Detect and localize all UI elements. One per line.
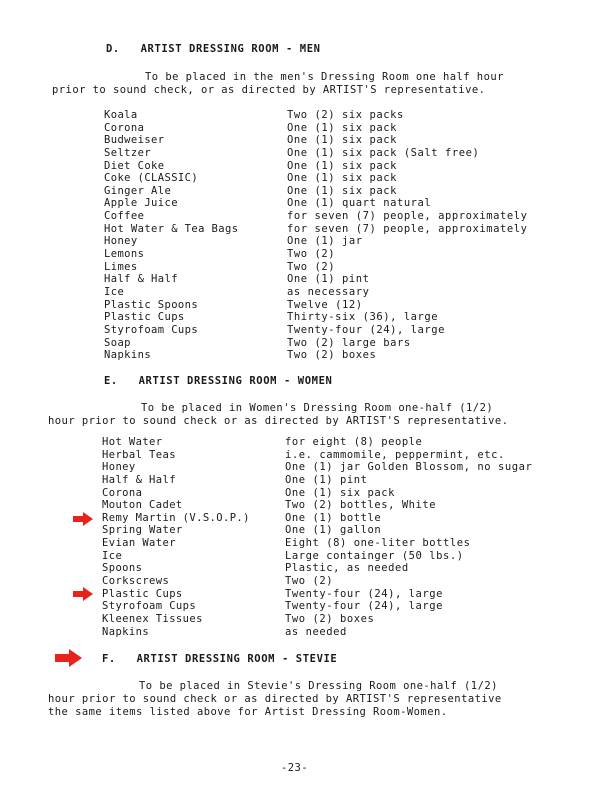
- red-arrow-icon: [73, 512, 93, 526]
- item-quantity: Twelve (12): [287, 298, 363, 311]
- item-quantity: One (1) jar: [287, 235, 363, 248]
- item-quantity: One (1) quart natural: [287, 197, 432, 210]
- item-quantity: Eight (8) one-liter bottles: [285, 537, 471, 550]
- item-quantity: One (1) six pack: [287, 134, 397, 147]
- item-name: Coke (CLASSIC): [104, 172, 199, 185]
- item-quantity: Thirty-six (36), large: [287, 311, 439, 324]
- item-quantity: One (1) jar Golden Blossom, no sugar: [285, 461, 533, 474]
- item-name: Spoons: [102, 562, 143, 575]
- item-name: Remy Martin (V.S.O.P.): [102, 511, 250, 524]
- item-name: Styrofoam Cups: [104, 323, 199, 336]
- item-quantity: Twenty-four (24), large: [287, 323, 446, 336]
- item-quantity: i.e. cammomile, peppermint, etc.: [285, 448, 505, 461]
- item-quantity: Two (2) six packs: [287, 109, 404, 121]
- red-arrow-icon: [55, 649, 82, 667]
- item-name: Honey: [102, 461, 136, 474]
- item-name: Evian Water: [102, 537, 176, 550]
- section-f-paragraph-line-3: the same items listed above for Artist Dressing Room-Women.: [48, 706, 448, 718]
- item-name: Hot Water & Tea Bags: [104, 222, 239, 235]
- item-quantity: One (1) pint: [287, 273, 370, 286]
- item-quantity: Large containger (50 lbs.): [285, 549, 464, 562]
- item-name: Herbal Teas: [102, 448, 176, 461]
- item-quantity: for eight (8) people: [285, 436, 423, 448]
- item-name: Seltzer: [104, 146, 152, 159]
- item-quantity: Two (2) boxes: [285, 612, 375, 625]
- item-name: Ice: [102, 549, 123, 562]
- item-name: Diet Coke: [104, 159, 165, 172]
- section-d-paragraph-line-1: To be placed in the men's Dressing Room one half hour: [145, 71, 504, 83]
- item-name: Honey: [104, 235, 138, 248]
- item-name: Half & Half: [104, 273, 178, 286]
- item-quantity: One (1) bottle: [285, 511, 382, 524]
- section-f-heading: F. ARTIST DRESSING ROOM - STEVIE: [102, 653, 338, 665]
- item-name: Napkins: [102, 625, 150, 638]
- item-quantity: for seven (7) people, approximately: [287, 210, 528, 223]
- item-name: Mouton Cadet: [102, 499, 183, 512]
- item-name: Ginger Ale: [104, 184, 172, 197]
- item-quantity: One (1) six pack (Salt free): [287, 146, 480, 159]
- item-quantity: as needed: [285, 625, 347, 638]
- item-name: Plastic Cups: [104, 311, 185, 324]
- section-f-paragraph-line-2: hour prior to sound check or as directed by ARTIST'S representative: [48, 693, 502, 705]
- item-name: Budweiser: [104, 134, 165, 147]
- item-name: Napkins: [104, 349, 152, 362]
- section-e-paragraph-line-2: hour prior to sound check or as directed by ARTIST'S representative.: [48, 415, 509, 427]
- item-quantity: Two (2) large bars: [287, 336, 411, 349]
- item-quantity: as necessary: [287, 285, 370, 298]
- item-name: Spring Water: [102, 524, 183, 537]
- item-name: Styrofoam Cups: [102, 600, 197, 613]
- item-quantity: One (1) pint: [285, 473, 368, 486]
- item-quantity: Plastic, as needed: [285, 562, 409, 575]
- item-quantity: Two (2): [287, 260, 336, 273]
- item-quantity: Two (2): [285, 575, 334, 588]
- item-name: Coffee: [104, 210, 145, 223]
- item-quantity: One (1) six pack: [285, 486, 395, 499]
- item-quantity: Two (2) bottles, White: [285, 499, 437, 512]
- item-quantity: Twenty-four (24), large: [285, 587, 444, 600]
- item-name: Hot Water: [102, 436, 163, 448]
- item-name: Half & Half: [102, 473, 176, 486]
- item-name: Ice: [104, 285, 125, 298]
- section-e-heading: E. ARTIST DRESSING ROOM - WOMEN: [104, 375, 333, 387]
- section-f-paragraph-line-1: To be placed in Stevie's Dressing Room one-half (1/2): [139, 680, 498, 692]
- item-name: Lemons: [104, 248, 145, 261]
- item-quantity: One (1) six pack: [287, 121, 397, 134]
- item-name: Koala: [104, 109, 138, 121]
- item-name: Corkscrews: [102, 575, 170, 588]
- item-quantity: One (1) six pack: [287, 184, 397, 197]
- item-name: Corona: [104, 121, 145, 134]
- page-number: -23-: [281, 762, 309, 774]
- item-quantity: One (1) six pack: [287, 159, 397, 172]
- item-quantity: Two (2): [287, 248, 336, 261]
- item-name: Kleenex Tissues: [102, 612, 203, 625]
- item-name: Corona: [102, 486, 143, 499]
- item-name: Plastic Spoons: [104, 298, 199, 311]
- section-d-paragraph-line-2: prior to sound check, or as directed by ARTIST'S representative.: [52, 84, 486, 96]
- item-quantity: One (1) six pack: [287, 172, 397, 185]
- section-d-heading: D. ARTIST DRESSING ROOM - MEN: [106, 43, 321, 55]
- item-name: Limes: [104, 260, 138, 273]
- item-name: Apple Juice: [104, 197, 178, 210]
- item-quantity: Two (2) boxes: [287, 349, 377, 362]
- item-quantity: for seven (7) people, approximately: [287, 222, 528, 235]
- item-quantity: Twenty-four (24), large: [285, 600, 444, 613]
- item-name: Soap: [104, 336, 131, 349]
- red-arrow-icon: [73, 587, 93, 601]
- section-e-paragraph-line-1: To be placed in Women's Dressing Room one-half (1/2): [141, 402, 494, 414]
- item-name: Plastic Cups: [102, 587, 183, 600]
- item-quantity: One (1) gallon: [285, 524, 382, 537]
